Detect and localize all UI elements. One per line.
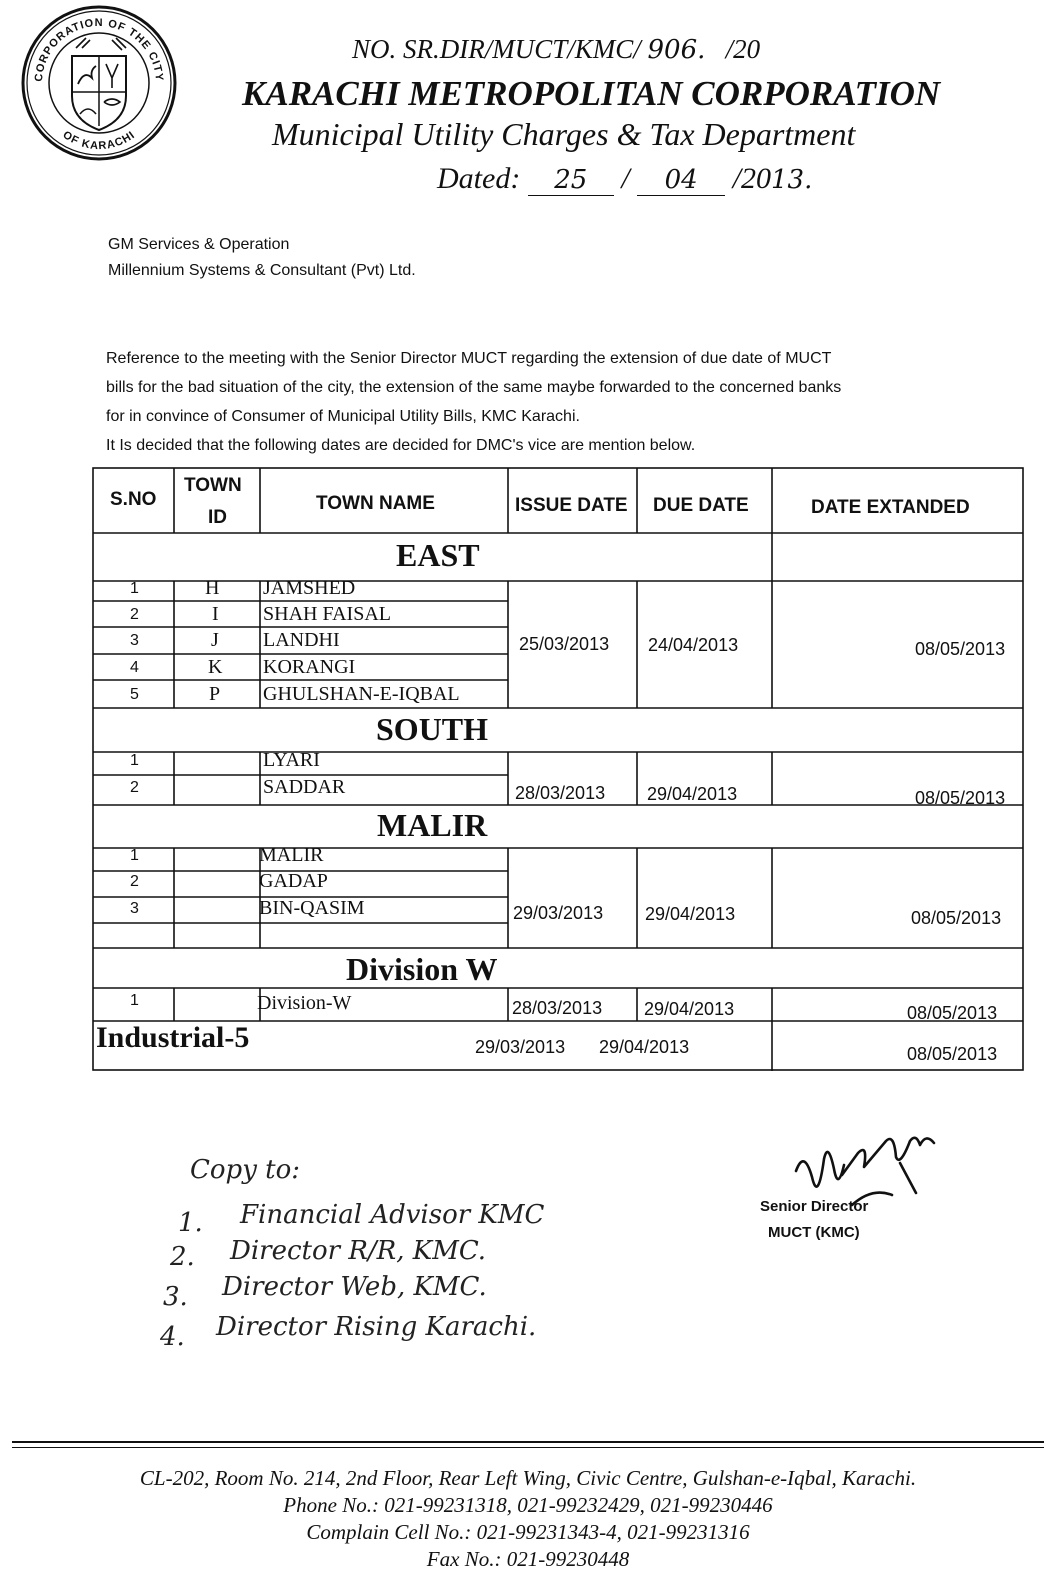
- row-town-name: LANDHI: [263, 629, 340, 651]
- row-town-name: JAMSHED: [263, 577, 356, 599]
- reference-number-line: [352, 34, 760, 65]
- dated-slash: /: [621, 162, 630, 195]
- row-sno: 5: [130, 686, 139, 703]
- issue-date-cell: 28/03/2013: [515, 783, 606, 803]
- dated-year-prefix: /20: [732, 162, 771, 195]
- reference-handwritten-number: 906.: [647, 35, 706, 65]
- copy-item-number: 3.: [163, 1282, 188, 1312]
- row-town-name: LYARI: [263, 749, 320, 771]
- row-sno: 4: [130, 659, 139, 676]
- table-grid-lines: [92, 467, 1024, 1071]
- row-sno: 2: [130, 779, 139, 796]
- body-line-3: for in convince of Consumer of Municipal Utility Bills, KMC Karachi.: [106, 408, 580, 425]
- copy-item-text: Financial Advisor KMC: [240, 1200, 545, 1230]
- dated-month: 04: [637, 165, 725, 196]
- copy-item-text: Director Web, KMC.: [222, 1272, 487, 1302]
- row-sno: 1: [130, 847, 139, 864]
- row-town-id: H: [205, 577, 220, 599]
- row-town-name: MALIR: [259, 844, 324, 866]
- footer-fax: Fax No.: 021-99230448: [426, 1547, 630, 1571]
- signatory-department: MUCT (KMC): [768, 1224, 860, 1241]
- industrial-title: Industrial-5: [96, 1021, 250, 1054]
- issue-date-cell: 28/03/2013: [512, 998, 603, 1018]
- reference-suffix: /20: [725, 34, 761, 64]
- kmc-seal-logo: [20, 4, 178, 162]
- svg-text:OF KARACHI: OF KARACHI: [60, 128, 138, 153]
- signatory-title: Senior Director: [760, 1198, 869, 1215]
- organization-name: KARACHI METROPOLITAN CORPORATION: [242, 74, 941, 113]
- row-sno: 2: [130, 606, 139, 623]
- body-line-2: bills for the bad situation of the city, the extension of the same maybe forwarded to the concerned banks: [106, 379, 842, 396]
- row-town-id: P: [209, 683, 221, 705]
- header-date-extended: DATE EXTANDED: [811, 497, 970, 518]
- header-sno: S.NO: [110, 489, 157, 510]
- dated-year-suffix: 13.: [771, 165, 813, 195]
- header-due-date: DUE DATE: [653, 495, 749, 516]
- due-date-cell: 24/04/2013: [648, 635, 739, 655]
- row-town-name: SHAH FAISAL: [263, 603, 391, 625]
- extended-date-cell: 08/05/2013: [915, 788, 1006, 808]
- extended-date-cell: 08/05/2013: [907, 1044, 998, 1064]
- due-date-cell: 29/04/2013: [647, 784, 738, 804]
- row-town-id: J: [211, 629, 219, 651]
- issue-date-cell: 25/03/2013: [519, 634, 610, 654]
- row-sno: 3: [130, 900, 139, 917]
- extended-date-cell: 08/05/2013: [907, 1003, 998, 1023]
- body-line-4: It Is decided that the following dates are decided for DMC's vice are mention below.: [106, 437, 696, 454]
- row-town-id: I: [212, 603, 219, 625]
- row-sno: 3: [130, 632, 139, 649]
- copy-item-text: Director Rising Karachi.: [216, 1312, 537, 1342]
- addressee-line-1: GM Services & Operation: [108, 236, 290, 253]
- copy-item-number: 1.: [178, 1208, 203, 1238]
- copy-to-title: Copy to:: [190, 1155, 301, 1185]
- issue-date-cell: 29/03/2013: [475, 1037, 566, 1057]
- extended-date-cell: 08/05/2013: [915, 639, 1006, 659]
- row-sno: 1: [130, 992, 139, 1009]
- footer-complain-cell: Complain Cell No.: 021-99231343-4, 021-99231316: [306, 1520, 750, 1544]
- extended-date-cell: 08/05/2013: [911, 908, 1002, 928]
- department-name: Municipal Utility Charges & Tax Department: [272, 116, 856, 152]
- addressee-line-2: Millennium Systems & Consultant (Pvt) Ltd.: [108, 262, 416, 279]
- header-town-id-line2: ID: [208, 507, 227, 528]
- row-town-name: GADAP: [259, 870, 328, 892]
- due-date-cell: 29/04/2013: [599, 1037, 690, 1057]
- footer-phone: Phone No.: 021-99231318, 021-99232429, 021-99230446: [283, 1493, 773, 1517]
- row-town-name: BIN-QASIM: [259, 897, 365, 919]
- footer-divider-thin: [12, 1447, 1044, 1448]
- footer-address: CL-202, Room No. 214, 2nd Floor, Rear Left Wing, Civic Centre, Gulshan-e-Iqbal, Karachi.: [139, 1466, 917, 1490]
- reference-prefix: NO. SR.DIR/MUCT/KMC/: [352, 34, 641, 64]
- body-line-1: Reference to the meeting with the Senior Director MUCT regarding the extension of due date of MUCT: [106, 350, 832, 367]
- section-title-south: SOUTH: [376, 711, 489, 747]
- row-sno: 1: [130, 580, 139, 597]
- header-town-id-line1: TOWN: [184, 475, 242, 496]
- row-town-name: GHULSHAN-E-IQBAL: [263, 683, 460, 705]
- dated-label: Dated:: [437, 162, 521, 195]
- copy-item-number: 2.: [170, 1242, 195, 1272]
- letter-body: [106, 344, 1011, 460]
- row-town-name: KORANGI: [263, 656, 356, 678]
- svg-text:CORPORATION OF THE CITY: CORPORATION OF THE CITY: [32, 16, 166, 83]
- row-sno: 2: [130, 873, 139, 890]
- due-date-extension-table: [92, 467, 1024, 1071]
- dated-day: 25: [528, 165, 614, 196]
- section-title-east: EAST: [396, 537, 480, 573]
- header-issue-date: ISSUE DATE: [515, 495, 628, 516]
- section-title-division-w: Division W: [346, 951, 498, 987]
- row-town-id: K: [208, 656, 223, 678]
- copy-item-number: 4.: [160, 1322, 185, 1352]
- section-title-malir: MALIR: [377, 807, 488, 843]
- due-date-cell: 29/04/2013: [644, 999, 735, 1019]
- footer-divider-thick: [12, 1441, 1044, 1443]
- issue-date-cell: 29/03/2013: [513, 903, 604, 923]
- dated-line: [437, 162, 812, 196]
- header-town-name: TOWN NAME: [316, 493, 435, 514]
- row-town-name: SADDAR: [263, 776, 346, 798]
- row-town-name: Division-W: [257, 992, 352, 1014]
- row-sno: 1: [130, 752, 139, 769]
- copy-item-text: Director R/R, KMC.: [230, 1236, 487, 1266]
- due-date-cell: 29/04/2013: [645, 904, 736, 924]
